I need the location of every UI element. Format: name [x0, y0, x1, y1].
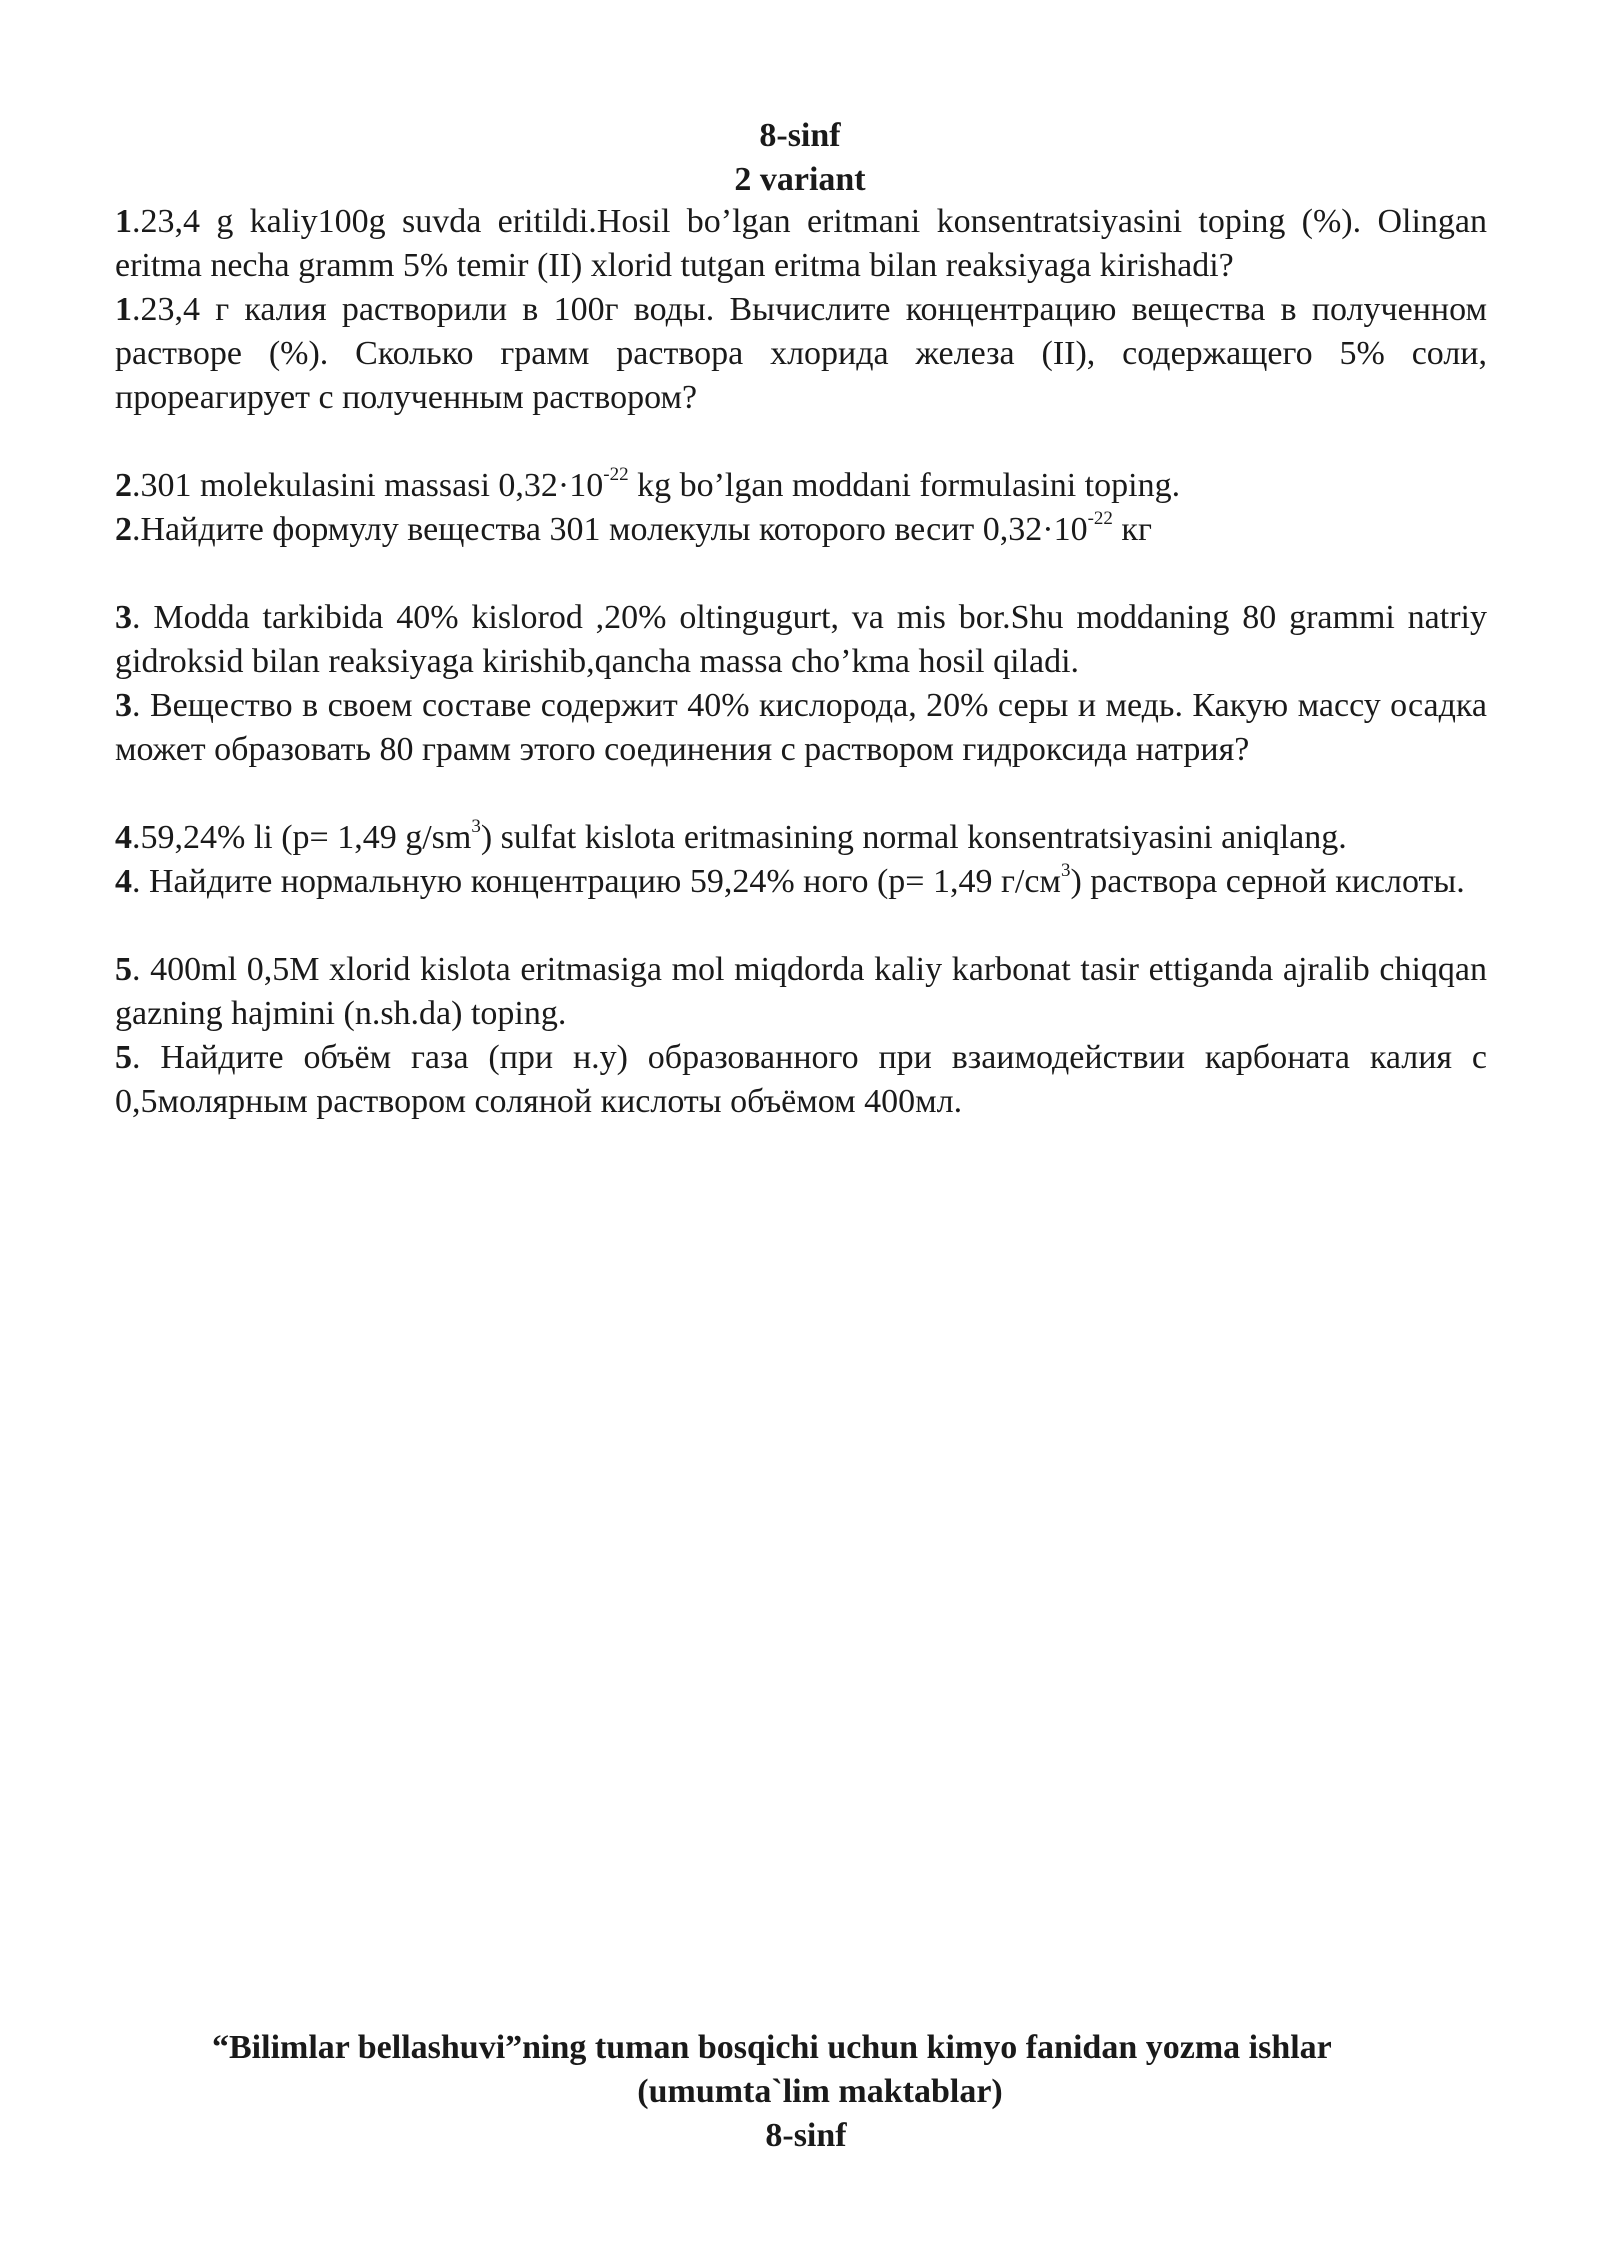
problem-number: 2 — [115, 467, 132, 504]
problem-number: 3 — [115, 687, 132, 724]
problem-text: ) раствора серной кислоты. — [1070, 863, 1465, 900]
problem-text: kg bo’lgan moddani formulasini toping. — [628, 467, 1181, 504]
problem-4-ru — [115, 860, 1487, 904]
problem-text: .23,4 г калия растворили в 100г воды. Вычислите концентрацию вещества в полученном растворе (%). Сколько грамм раствора хлорида железа (II), содержащего 5% соли, прореагирует с полученным раствором? — [115, 291, 1487, 416]
problem-number: 1 — [115, 203, 132, 240]
problem-text: . Найдите нормальную концентрацию 59,24% ного (p= 1,49 г/см — [132, 863, 1061, 900]
problem-text: . Найдите объём газа (при н.у) образованного при взаимодействии карбоната калия с 0,5молярным раствором соляной кислоты объёмом 400мл. — [115, 1039, 1487, 1120]
problem-3-uz — [115, 596, 1487, 684]
problem-2-ru — [115, 508, 1487, 552]
grade-heading: 8-sinf — [759, 117, 841, 154]
spacer — [115, 420, 1487, 464]
problem-text: ) sulfat kislota eritmasining normal konsentratsiyasini aniqlang. — [480, 819, 1347, 856]
problems-body — [115, 200, 1487, 1124]
problem-5-uz — [115, 948, 1487, 1036]
problem-number: 2 — [115, 511, 132, 548]
problem-text: .301 molekulasini massasi 0,32·10 — [132, 467, 604, 504]
problem-5-ru — [115, 1036, 1487, 1124]
problem-text: . Вещество в своем составе содержит 40% кислорода, 20% серы и медь. Какую массу осадка может образовать 80 грамм этого соединения с раствором гидроксида натрия? — [115, 687, 1487, 768]
problem-1-ru — [115, 288, 1487, 420]
spacer — [115, 772, 1487, 816]
problem-number: 4 — [115, 819, 132, 856]
exponent: 3 — [1060, 859, 1071, 881]
problem-text: . Modda tarkibida 40% kislorod ,20% oltingugurt, va mis bor.Shu moddaning 80 grammi natriy gidroksid bilan reaksiyaga kirishib,qancha massa cho’kma hosil qiladi. — [115, 599, 1487, 680]
exponent: 3 — [471, 815, 481, 837]
footer-line-3: 8-sinf — [765, 2117, 847, 2154]
spacer — [115, 552, 1487, 596]
footer-line-2: (umumta`lim maktablar) — [637, 2073, 1003, 2110]
problem-1-uz — [115, 200, 1487, 288]
exponent: -22 — [603, 463, 629, 485]
problem-text: .Найдите формулу вещества 301 молекулы которого весит 0,32·10 — [132, 511, 1088, 548]
footer-line-1: “Bilimlar bellashuvi”ning tuman bosqichi uchun kimyo fanidan yozma ishlar — [212, 2029, 1332, 2066]
spacer — [115, 904, 1487, 948]
exponent: -22 — [1087, 507, 1113, 529]
problem-text: .59,24% li (p= 1,49 g/sm — [132, 819, 472, 856]
footer-title — [0, 2026, 1600, 2158]
problem-2-uz — [115, 464, 1487, 508]
problem-3-ru — [115, 684, 1487, 772]
problem-text: кг — [1112, 511, 1152, 548]
problem-text: .23,4 g kaliy100g suvda eritildi.Hosil bo’lgan eritmani konsentratsiyasini toping (%). Olingan eritma necha gramm 5% temir (II) xlorid tutgan eritma bilan reaksiyaga kirishadi? — [115, 203, 1487, 284]
problem-number: 4 — [115, 863, 132, 900]
problem-number: 1 — [115, 291, 132, 328]
problem-number: 3 — [115, 599, 132, 636]
problem-number: 5 — [115, 951, 132, 988]
problem-4-uz — [115, 816, 1487, 860]
problem-number: 5 — [115, 1039, 132, 1076]
problem-text: . 400ml 0,5M xlorid kislota eritmasiga mol miqdorda kaliy karbonat tasir ettiganda ajralib chiqqan gazning hajmini (n.sh.da) toping. — [115, 951, 1487, 1032]
variant-heading: 2 variant — [734, 161, 866, 198]
